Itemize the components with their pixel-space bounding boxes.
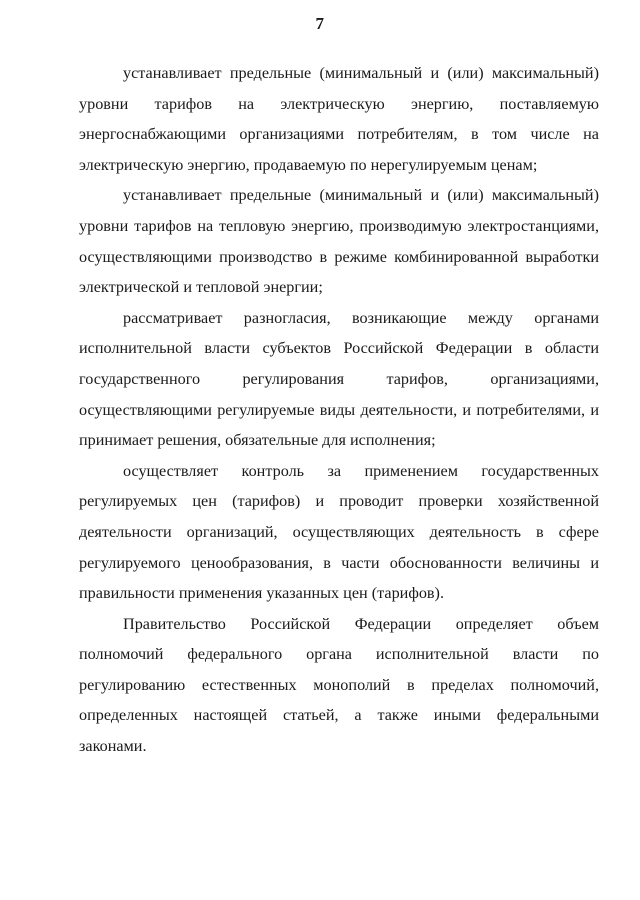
paragraph-dispute-resolution: рассматривает разногласия, возникающие между органами исполнительной власти субъектов Российской Федерации в области государственного регулирования тарифов, организациями, осуществляющими регулируемые виды деятельности, и потребителями, и принимает решения, обязательные для исполнения; xyxy=(79,308,599,450)
page-number: 7 xyxy=(315,14,325,33)
paragraph-electric-tariff-limits: устанавливает предельные (минимальный и (или) максимальный) уровни тарифов на электрическую энергию, поставляемую энергоснабжающими организациями потребителям, в том числе на электрическую энергию, продаваемую по нерегулируемым ценам; xyxy=(79,64,599,174)
paragraph-price-control: осуществляет контроль за применением государственных регулируемых цен (тарифов) и проводит проверки хозяйственной деятельности организаций, осуществляющих деятельность в сфере регулируемого ценообразования, в части обоснованности величины и правильности применения указанных цен (тарифов). xyxy=(79,461,599,603)
paragraph-heat-tariff-limits: устанавливает предельные (минимальный и (или) максимальный) уровни тарифов на тепловую энергию, производимую электростанциями, осуществляющими производство в режиме комбинированной выработки электрической и тепловой энергии; xyxy=(79,186,599,297)
paragraph-government-powers: Правительство Российской Федерации определяет объем полномочий федерального органа исполнительной власти по регулированию естественных монополий в пределах полномочий, определенных настоящей статьей, а также иными федеральными законами. xyxy=(79,614,599,756)
document-body xyxy=(79,58,599,762)
